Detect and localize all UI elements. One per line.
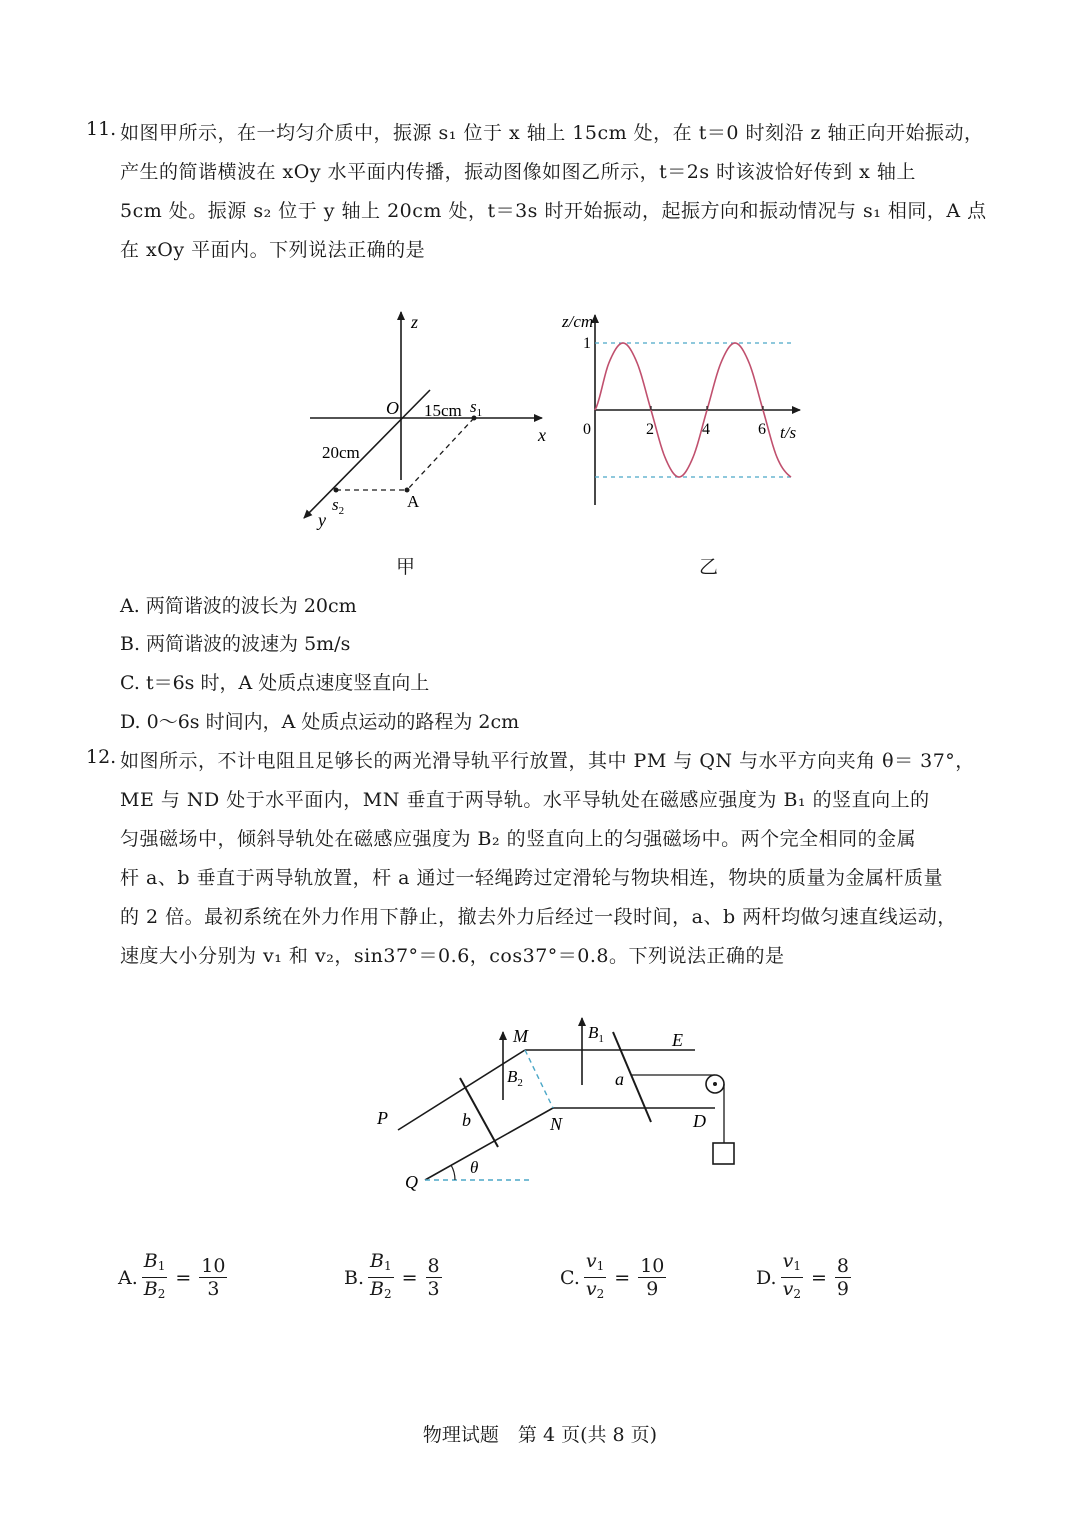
label-a: a (615, 1069, 624, 1089)
figure-jia (290, 300, 560, 540)
chart-xlabel: t/s (780, 423, 797, 442)
q11-option-b: B. 两简谐波的波速为 5m/s (120, 633, 351, 655)
pulley-axle (713, 1082, 717, 1086)
option-label: B. (344, 1266, 365, 1289)
chart-ytick-label: 1 (583, 335, 591, 352)
fraction-lhs: $\frac{v_1}{v_2}$ (585, 1250, 605, 1301)
q12-option-b (344, 1250, 446, 1305)
label-b: b (462, 1110, 471, 1130)
q11-option-c: C. t＝6s 时，A 处质点速度竖直向上 (120, 672, 430, 694)
option-label: D. (756, 1266, 777, 1289)
angle-arc (451, 1165, 455, 1180)
fraction-rhs: $\frac{8}{3}$ (427, 1255, 440, 1300)
chart-xtick-label: 4 (702, 421, 710, 438)
q12-line-1: 如图所示，不计电阻且足够长的两光滑导轨平行放置，其中 PM 与 QN 与水平方向夹角 θ＝ 37°， (120, 750, 975, 772)
chart-ylabel: z/cm (562, 312, 594, 331)
fraction-lhs: $\frac{B_1}{B_2}$ (143, 1250, 166, 1301)
q12-option-a (118, 1250, 231, 1305)
chart-xtick-label: 0 (583, 421, 591, 438)
q12-line-5: 的 2 倍。最初系统在外力作用下静止，撤去外力后经过一段时间，a、b 两杆均做匀速直线运动， (120, 906, 957, 928)
q12-line-6: 速度大小分别为 v₁ 和 v₂，sin37°＝0.6，cos37°＝0.8。下列说法正确的是 (120, 945, 785, 967)
chart-xtick-label: 2 (646, 421, 654, 438)
q11-line-1: 如图甲所示，在一均匀介质中，振源 s₁ 位于 x 轴上 15cm 处，在 t＝0 时刻沿 z 轴正向开始振动， (120, 122, 984, 144)
q11-line-2: 产生的简谐横波在 xOy 水平面内传播，振动图像如图乙所示，t＝2s 时该波恰好传到 x 轴上 (120, 161, 916, 183)
q11-line-4: 在 xOy 平面内。下列说法正确的是 (120, 239, 426, 261)
label-theta: θ (470, 1158, 479, 1177)
q12-option-d (756, 1250, 855, 1305)
fraction-rhs: $\frac{10}{3}$ (201, 1255, 226, 1300)
fraction-lhs: $\frac{B_1}{B_2}$ (370, 1250, 392, 1301)
chart-xtick-label: 6 (758, 421, 766, 438)
label-N: N (550, 1114, 563, 1134)
label-15cm: 15cm (424, 401, 462, 420)
label-B1: $B_1$ (588, 1023, 604, 1045)
label-s2: $s_2$ (332, 495, 345, 517)
equals-sign: = (401, 1266, 418, 1289)
q11-line-3: 5cm 处。振源 s₂ 位于 y 轴上 20cm 处，t＝3s 时开始振动，起振方向和振动情况与 s₁ 相同，A 点 (120, 200, 987, 222)
label-B2: $B_2$ (507, 1067, 523, 1089)
caption-jia: 甲 (396, 556, 416, 578)
label-P: P (377, 1108, 388, 1128)
caption-yi: 乙 (699, 556, 719, 578)
label-Q: Q (405, 1172, 418, 1192)
rail-QN (425, 1108, 553, 1180)
q11-number: 11. (86, 118, 117, 140)
label-z: z (411, 312, 419, 332)
figure-rails (360, 1010, 760, 1210)
block (713, 1143, 734, 1164)
line-MN (525, 1050, 553, 1108)
option-label: A. (118, 1266, 138, 1289)
option-label: C. (560, 1266, 580, 1289)
label-s1: $s_1$ (470, 397, 483, 419)
equals-sign: = (614, 1266, 631, 1289)
label-M: M (513, 1026, 528, 1046)
dashed-s1-A (407, 418, 474, 490)
label-O: O (386, 398, 399, 418)
q11-option-d: D. 0～6s 时间内，A 处质点运动的路程为 2cm (120, 711, 520, 733)
label-D: D (693, 1111, 706, 1131)
label-x: x (538, 425, 546, 445)
label-A: A (407, 492, 420, 511)
label-20cm: 20cm (322, 443, 360, 462)
point-s2 (334, 488, 339, 493)
q12-line-2: ME 与 ND 处于水平面内，MN 垂直于两导轨。水平导轨处在磁感应强度为 B₁ 的竖直向上的 (120, 789, 930, 811)
fraction-rhs: $\frac{10}{9}$ (640, 1255, 665, 1300)
fraction-rhs: $\frac{8}{9}$ (836, 1255, 849, 1300)
fraction-lhs: $\frac{v_1}{v_2}$ (782, 1250, 801, 1301)
equals-sign: = (810, 1266, 827, 1289)
label-y: y (318, 510, 326, 530)
page-footer: 物理试题 第 4 页(共 8 页) (422, 1424, 658, 1446)
label-E: E (672, 1030, 683, 1050)
q11-option-a: A. 两简谐波的波长为 20cm (120, 595, 357, 617)
equals-sign: = (175, 1266, 192, 1289)
q12-option-c (560, 1250, 670, 1305)
q12-number: 12. (86, 746, 117, 768)
figure-yi-chart (555, 305, 820, 515)
q12-line-3: 匀强磁场中，倾斜导轨处在磁感应强度为 B₂ 的竖直向上的匀强磁场中。两个完全相同的金属 (120, 828, 917, 850)
q12-line-4: 杆 a、b 垂直于两导轨放置，杆 a 通过一轻绳跨过定滑轮与物块相连，物块的质量为金属杆质量 (120, 867, 943, 889)
